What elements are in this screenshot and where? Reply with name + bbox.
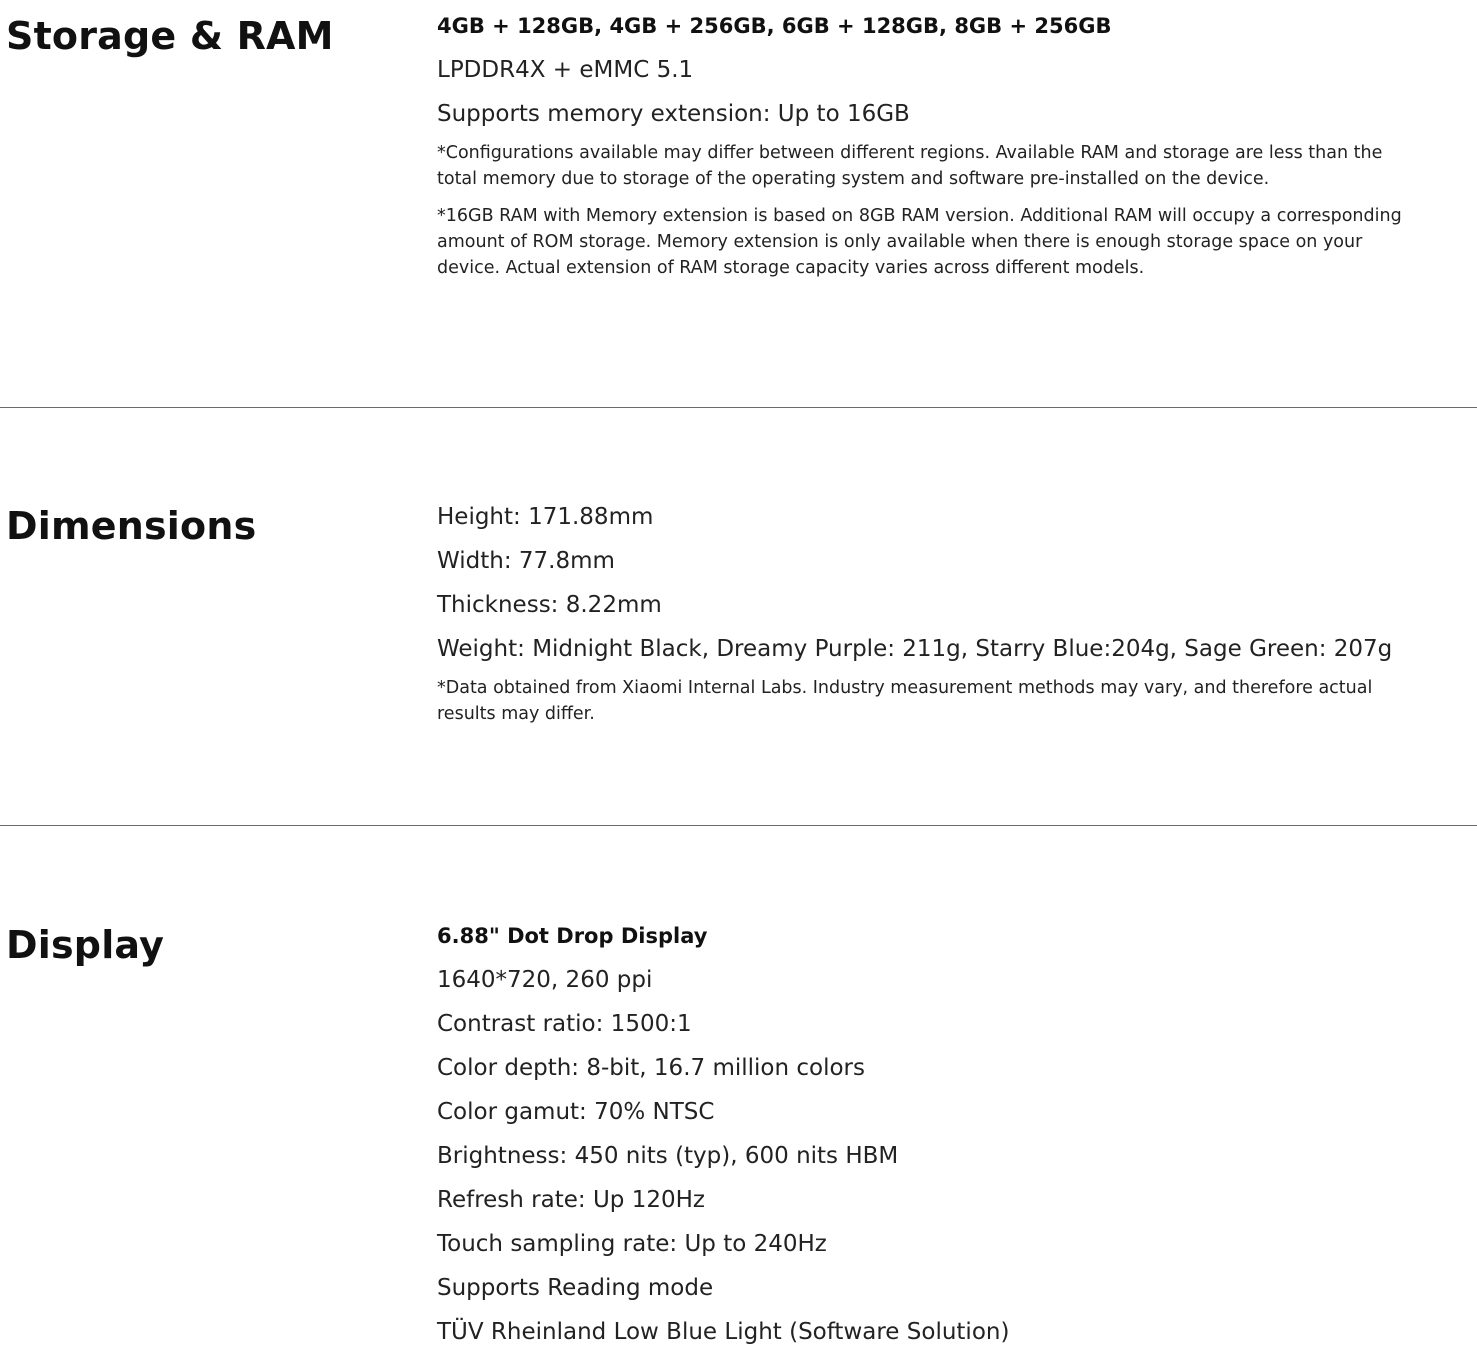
memory-extension: Supports memory extension: Up to 16GB	[437, 101, 910, 127]
reading-mode-spec: Supports Reading mode	[437, 1275, 714, 1301]
section-title-storage-ram: Storage & RAM	[6, 14, 334, 58]
configurations-footnote: *Configurations available may differ between different regions. Available RAM and storage are less than the total memory due to storage of the operating system and software pre-installed on the device.	[437, 143, 1383, 189]
weight-spec: Weight: Midnight Black, Dreamy Purple: 211g, Starry Blue:204g, Sage Green: 207g	[437, 636, 1393, 662]
color-gamut-spec: Color gamut: 70% NTSC	[437, 1099, 715, 1125]
height-spec: Height: 171.88mm	[437, 504, 654, 530]
touch-sampling-spec: Touch sampling rate: Up to 240Hz	[437, 1231, 827, 1257]
display-specs	[437, 924, 1437, 1363]
thickness-spec: Thickness: 8.22mm	[437, 592, 662, 618]
storage-configurations: 4GB + 128GB, 4GB + 256GB, 6GB + 128GB, 8GB + 256GB	[437, 14, 1112, 38]
section-title-dimensions: Dimensions	[6, 504, 257, 548]
display-type: 6.88" Dot Drop Display	[437, 924, 708, 948]
refresh-rate-spec: Refresh rate: Up 120Hz	[437, 1187, 705, 1213]
color-depth-spec: Color depth: 8-bit, 16.7 million colors	[437, 1055, 865, 1081]
section-title-display: Display	[6, 923, 165, 967]
dimensions-specs	[437, 504, 1437, 738]
low-blue-light-spec: TÜV Rheinland Low Blue Light (Software Solution)	[437, 1319, 1010, 1345]
contrast-spec: Contrast ratio: 1500:1	[437, 1011, 692, 1037]
memory-extension-footnote: *16GB RAM with Memory extension is based on 8GB RAM version. Additional RAM will occupy a corresponding amount of ROM storage. Memory extension is only available when there is enough storage space on your device. Actual extension of RAM storage capacity varies across different models.	[437, 206, 1402, 278]
section-divider	[0, 825, 1477, 826]
memory-type: LPDDR4X + eMMC 5.1	[437, 57, 694, 83]
width-spec: Width: 77.8mm	[437, 548, 615, 574]
storage-ram-specs	[437, 14, 1437, 292]
dimensions-footnote: *Data obtained from Xiaomi Internal Labs. Industry measurement methods may vary, and therefore actual results may differ.	[437, 678, 1373, 724]
resolution-spec: 1640*720, 260 ppi	[437, 967, 653, 993]
brightness-spec: Brightness: 450 nits (typ), 600 nits HBM	[437, 1143, 899, 1169]
section-divider	[0, 407, 1477, 408]
